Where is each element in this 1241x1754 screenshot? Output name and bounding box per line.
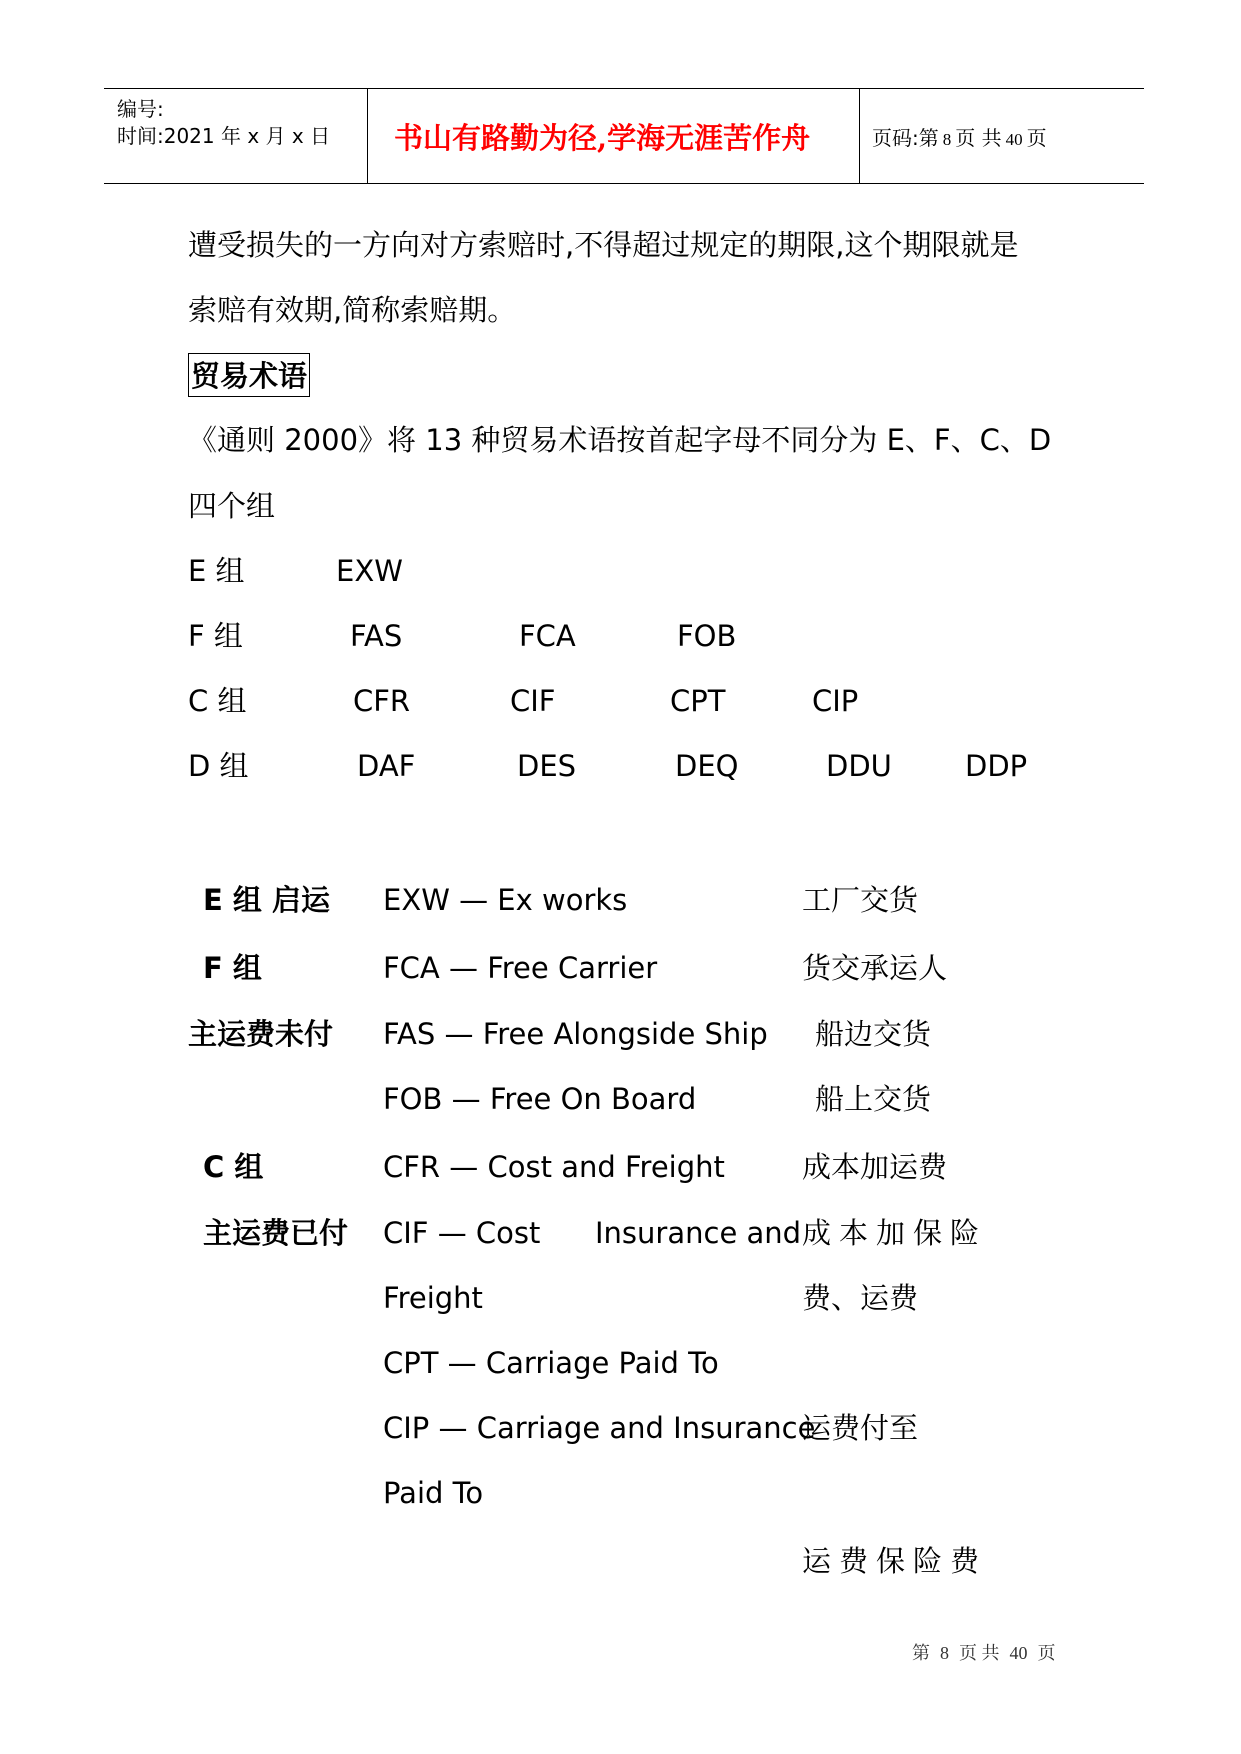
- term-daf: DAF: [357, 749, 416, 783]
- page-total: 40: [1005, 130, 1023, 149]
- detail-cif-freight: Freight: [383, 1281, 483, 1315]
- intro-line: 四个组: [188, 489, 276, 523]
- detail-fca: FCA — Free Carrier: [383, 951, 658, 985]
- term-cpt: CPT: [670, 684, 726, 718]
- detail-e-group: E 组 启运: [203, 883, 331, 917]
- detail-cip-paid-to: Paid To: [383, 1476, 484, 1510]
- term-ddu: DDU: [826, 749, 892, 783]
- detail-cfr-cn: 成本加运费: [802, 1150, 948, 1184]
- term-fca: FCA: [519, 619, 576, 653]
- footer-prefix: 第: [912, 1643, 930, 1663]
- paragraph-line: 遭受损失的一方向对方索赔时,不得超过规定的期限,这个期限就是: [188, 228, 1019, 262]
- group-label-f: F 组: [188, 619, 243, 653]
- term-exw: EXW: [336, 554, 403, 588]
- footer-suffix: 页: [1037, 1643, 1056, 1663]
- term-cfr: CFR: [353, 684, 411, 718]
- header-divider: [367, 89, 368, 183]
- footer-mid: 页 共: [959, 1643, 1000, 1663]
- detail-exw: EXW — Ex works: [383, 883, 628, 917]
- detail-cif-cn: 成本加保险: [802, 1216, 988, 1250]
- term-fas: FAS: [350, 619, 403, 653]
- group-label-e: E 组: [188, 554, 245, 588]
- detail-f-note: 主运费未付: [188, 1017, 334, 1051]
- term-deq: DEQ: [675, 749, 739, 783]
- detail-cip-cn: 运费付至: [802, 1411, 919, 1445]
- term-fob: FOB: [677, 619, 737, 653]
- term-ddp: DDP: [965, 749, 1028, 783]
- header-motto: 书山有路勤为径,学海无涯苦作舟: [394, 121, 811, 155]
- footer-page-number: 8: [940, 1643, 949, 1663]
- term-cip: CIP: [812, 684, 859, 718]
- doc-number-label: 编号:: [117, 97, 164, 121]
- group-label-c: C 组: [188, 684, 247, 718]
- detail-fca-cn: 货交承运人: [802, 951, 948, 985]
- page-footer: [907, 1639, 1061, 1665]
- detail-exw-cn: 工厂交货: [802, 883, 919, 917]
- detail-fas: FAS — Free Alongside Ship: [383, 1017, 768, 1051]
- group-label-d: D 组: [188, 749, 249, 783]
- detail-cif-cn2: 费、运费: [802, 1281, 919, 1315]
- footer-page-total: 40: [1009, 1643, 1028, 1663]
- detail-fob: FOB — Free On Board: [383, 1082, 697, 1116]
- page-header: [104, 88, 1144, 184]
- detail-fob-cn: 船上交货: [815, 1082, 932, 1116]
- header-divider: [859, 89, 860, 183]
- page-mid: 页 共: [955, 126, 1002, 150]
- detail-cfr: CFR — Cost and Freight: [383, 1150, 725, 1184]
- detail-c-note: 主运费已付: [203, 1216, 349, 1250]
- detail-cif-insurance: Insurance and: [595, 1216, 802, 1250]
- detail-cif: CIF — Cost: [383, 1216, 541, 1250]
- detail-fas-cn: 船边交货: [815, 1017, 932, 1051]
- detail-c-group: C 组: [203, 1150, 264, 1184]
- page-prefix: 页码:第: [872, 126, 939, 150]
- term-cif: CIF: [510, 684, 556, 718]
- detail-cip-cn2: 运费保险费: [802, 1544, 988, 1578]
- intro-line: 《通则 2000》将 13 种贸易术语按首起字母不同分为 E、F、C、D: [188, 423, 1052, 457]
- detail-cip: CIP — Carriage and Insurance: [383, 1411, 816, 1445]
- term-des: DES: [517, 749, 577, 783]
- paragraph-line: 索赔有效期,简称索赔期。: [188, 293, 517, 327]
- header-page-indicator: [872, 122, 1047, 151]
- detail-f-group: F 组: [203, 951, 262, 985]
- detail-cpt: CPT — Carriage Paid To: [383, 1346, 719, 1380]
- page-suffix: 页: [1026, 126, 1047, 150]
- page-number: 8: [942, 130, 952, 149]
- section-title: 贸易术语: [188, 353, 310, 397]
- doc-time-label: 时间:2021 年 x 月 x 日: [117, 124, 331, 148]
